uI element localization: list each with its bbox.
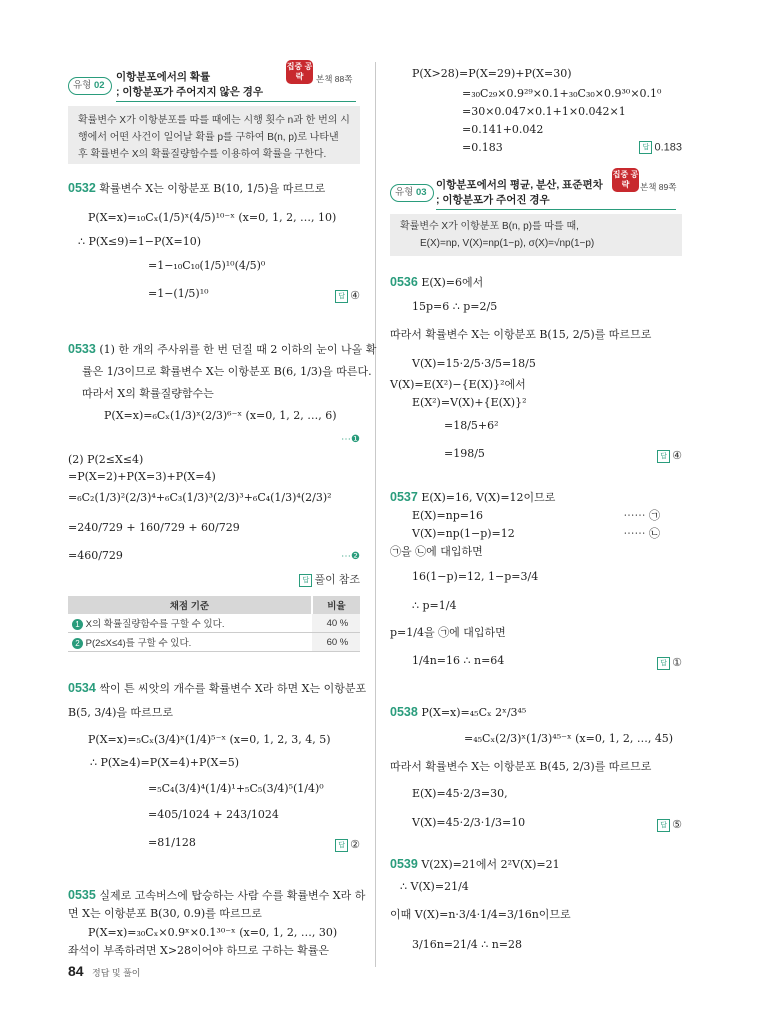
problem-number: 0533: [68, 342, 96, 356]
solution-line: =405/1024 + 243/1024: [148, 808, 279, 821]
solution-line: P(X=x)=₆Cₓ(1/3)ˣ(2/3)⁶⁻ˣ (x=0, 1, 2, …, 6): [104, 409, 337, 422]
solution-line: V(X)=np(1−p)=12: [412, 527, 515, 540]
solution-line: 좌석이 부족하려면 X>28이어야 하므로 구하는 확률은: [68, 944, 330, 957]
solution-line: 이때 V(X)=n·3/4·1/4=3/16n이므로: [390, 908, 571, 921]
type-title: 이항분포에서의 확률: [116, 71, 211, 83]
problem-number: 0539: [390, 857, 418, 871]
type-subtitle: ; 이항분포가 주어진 경우: [436, 194, 550, 206]
solution-line: 률은 1/3이므로 확률변수 X는 이항분포 B(6, 1/3)을 따른다.: [82, 365, 372, 378]
type-title: 이항분포에서의 평균, 분산, 표준편차: [436, 179, 603, 191]
solution-line: 16(1−p)=12, 1−p=3/4: [412, 570, 539, 583]
footer-label: 정답 및 풀이: [92, 968, 141, 978]
answer-icon: 답: [657, 450, 670, 463]
solution-line: =₄₅Cₓ(2/3)ˣ(1/3)⁴⁵⁻ˣ (x=0, 1, 2, …, 45): [464, 732, 674, 745]
grading-row: 1 X의 확률질량함수를 구할 수 있다. 40 %: [68, 614, 360, 633]
page-footer: [68, 963, 141, 981]
solution-line: ㉠을 ㉡에 대입하면: [390, 545, 483, 558]
problem-number: 0537: [390, 490, 418, 504]
solution-line: P(X=x)=₃₀Cₓ×0.9ˣ×0.1³⁰⁻ˣ (x=0, 1, 2, …, 30): [88, 926, 338, 939]
answer-0535: 답 0.183: [639, 141, 682, 154]
solution-line: 싹이 튼 씨앗의 개수를 확률변수 X라 하면 X는 이항분포: [99, 682, 367, 695]
concept-line: 후 확률변수 X의 확률질량함수를 이용하여 확률을 구한다.: [78, 149, 327, 160]
solution-line: ∴ P(X≤9)=1−P(X=10): [78, 235, 201, 248]
problem-number: 0538: [390, 705, 418, 719]
solution-line: 따라서 확률변수 X는 이항분포 B(15, 2/5)를 따르므로: [390, 328, 652, 341]
solution-line: =81/128: [148, 836, 196, 849]
equation-marker: ⋯⋯ ㉡: [623, 527, 660, 540]
solution-line: 따라서 확률변수 X는 이항분포 B(45, 2/3)를 따르므로: [390, 760, 652, 773]
concept-box: [390, 214, 682, 256]
solution-line: ∴ P(X≥4)=P(X=4)+P(X=5): [90, 756, 240, 769]
solution-line: =18/5+6²: [444, 419, 499, 432]
problem-number: 0536: [390, 275, 418, 289]
solution-line: (2) P(2≤X≤4): [68, 453, 144, 466]
solution-line: 1/4n=16 ∴ n=64: [412, 654, 505, 667]
solution-line: V(2X)=21에서 2²V(X)=21: [421, 858, 560, 871]
answer-0532: 답 ④: [335, 289, 360, 303]
solution-line: 따라서 X의 확률질량함수는: [82, 387, 214, 400]
grading-header-criteria: 채점 기준: [68, 596, 312, 614]
answer-0536: 답 ④: [657, 449, 682, 463]
solution-line: =P(X=2)+P(X=3)+P(X=4): [68, 470, 216, 483]
solution-line: E(X)=45·2/3=30,: [412, 787, 508, 800]
answer-icon: 답: [335, 839, 348, 852]
solution-line: =0.183: [462, 141, 503, 154]
step-circle-icon: 1: [72, 619, 83, 630]
answer-icon: 답: [299, 574, 312, 587]
answer-0534: 답 ②: [335, 838, 360, 852]
title-underline: [116, 101, 356, 102]
answer-icon: 답: [639, 141, 652, 154]
solution-line: 면 X는 이항분포 B(30, 0.9)를 따르므로: [68, 907, 262, 920]
answer-0537: 답 ①: [657, 656, 682, 670]
solution-line: 15p=6 ∴ p=2/5: [412, 300, 498, 313]
solution-line: ∴ V(X)=21/4: [400, 880, 469, 893]
solution-line: E(X)=16, V(X)=12이므로: [421, 491, 556, 504]
concept-line: 확률변수 X가 이항분포 B(n, p)를 따를 때,: [400, 221, 579, 232]
solution-line: =1−(1/5)¹⁰: [148, 287, 209, 300]
solution-line: =0.141+0.042: [462, 123, 544, 136]
solution-line: E(X²)=V(X)+{E(X)}²: [412, 396, 527, 409]
type-badge: [68, 77, 112, 95]
solution-line: P(X=x)=₄₅Cₓ 2ˣ/3⁴⁵: [421, 706, 527, 719]
solution-line: P(X=x)=₅Cₓ(3/4)ˣ(1/4)⁵⁻ˣ (x=0, 1, 2, 3, 4, 5): [88, 733, 331, 746]
answer-0538: 답 ⑤: [657, 818, 682, 832]
title-underline: [436, 209, 676, 210]
solution-line: 3/16n=21/4 ∴ n=28: [412, 938, 522, 951]
problem-0537: [390, 490, 555, 505]
solution-line: =198/5: [444, 447, 485, 460]
solution-line: =₃₀C₂₉×0.9²⁹×0.1+₃₀C₃₀×0.9³⁰×0.1⁰: [462, 87, 662, 100]
problem-0534: [68, 681, 366, 696]
step-mark-1: ⋯❶: [341, 434, 360, 445]
solution-line: =1−₁₀C₁₀(1/5)¹⁰(4/5)⁰: [148, 259, 266, 272]
concept-line: 행에서 어떤 사건이 일어날 확률 p를 구하여 B(n, p)로 나타낸: [78, 132, 339, 143]
column-divider: [375, 62, 376, 967]
answer-icon: 답: [657, 657, 670, 670]
solution-line: ∴ p=1/4: [412, 599, 457, 612]
grading-row: 2 P(2≤X≤4)를 구할 수 있다. 60 %: [68, 633, 360, 652]
problem-0532: [68, 181, 325, 196]
solution-line: 실제로 고속버스에 탑승하는 사람 수를 확률변수 X라 하: [99, 889, 366, 902]
grading-table: [68, 596, 360, 652]
type-subtitle: ; 이항분포가 주어지지 않은 경우: [116, 86, 264, 98]
answer-0533: 답 풀이 참조: [299, 571, 360, 587]
problem-number: 0534: [68, 681, 96, 695]
problem-0536: [390, 275, 483, 290]
problem-0535: [68, 888, 365, 903]
step-circle-icon: 2: [72, 638, 83, 649]
solution-line: V(X)=15·2/5·3/5=18/5: [412, 357, 536, 370]
type-number: 02: [94, 80, 105, 91]
answer-icon: 답: [335, 290, 348, 303]
solution-line: P(X=x)=₁₀Cₓ(1/5)ˣ(4/5)¹⁰⁻ˣ (x=0, 1, 2, …, 10): [88, 211, 337, 224]
concept-line: 확률변수 X가 이항분포를 따를 때에는 시행 횟수 n과 한 번의 시: [78, 115, 350, 126]
solution-line: P(X>28)=P(X=29)+P(X=30): [412, 67, 572, 80]
solution-line: (1) 한 개의 주사위를 한 번 던질 때 2 이하의 눈이 나올 확: [99, 343, 377, 356]
type-label: 유형: [395, 187, 414, 198]
solution-line: V(X)=E(X²)−{E(X)}²에서: [390, 378, 526, 391]
solution-line: =₅C₄(3/4)⁴(1/4)¹+₅C₅(3/4)⁵(1/4)⁰: [148, 782, 324, 795]
page-reference: 본책 88쪽: [316, 74, 353, 84]
solution-line: =30×0.047×0.1+1×0.042×1: [462, 105, 626, 118]
type-badge: [390, 184, 434, 202]
problem-0539: [390, 857, 560, 872]
solution-line: V(X)=45·2/3·1/3=10: [412, 816, 526, 829]
problem-0533: [68, 342, 376, 357]
equation-marker: ⋯⋯ ㉠: [623, 509, 660, 522]
solution-line: E(X)=np=16: [412, 509, 484, 522]
solution-line: =240/729 + 160/729 + 60/729: [68, 521, 240, 534]
type-number: 03: [416, 187, 427, 198]
solution-line: =460/729: [68, 549, 123, 562]
problem-number: 0532: [68, 181, 96, 195]
focus-badge: 집중 공략: [612, 168, 639, 192]
type-label: 유형: [73, 80, 92, 91]
concept-line: E(X)=np, V(X)=np(1−p), σ(X)=√np(1−p): [420, 238, 595, 249]
answer-icon: 답: [657, 819, 670, 832]
concept-box: [68, 106, 360, 164]
grading-header-ratio: 비율: [312, 596, 360, 614]
page-reference: 본책 89쪽: [640, 182, 677, 192]
solution-line: p=1/4을 ㉠에 대입하면: [390, 626, 506, 639]
page-number: 84: [68, 963, 84, 979]
step-mark-2: ⋯❷: [341, 551, 360, 562]
solution-line: B(5, 3/4)을 따르므로: [68, 706, 173, 719]
solution-line: 확률변수 X는 이항분포 B(10, 1/5)을 따르므로: [99, 182, 326, 195]
focus-badge: 집중 공략: [286, 60, 313, 84]
problem-number: 0535: [68, 888, 96, 902]
solution-line: E(X)=6에서: [421, 276, 484, 289]
problem-0538: [390, 705, 526, 720]
solution-line: =₆C₂(1/3)²(2/3)⁴+₆C₃(1/3)³(2/3)³+₆C₄(1/3)⁴(2/3)²: [68, 491, 332, 504]
